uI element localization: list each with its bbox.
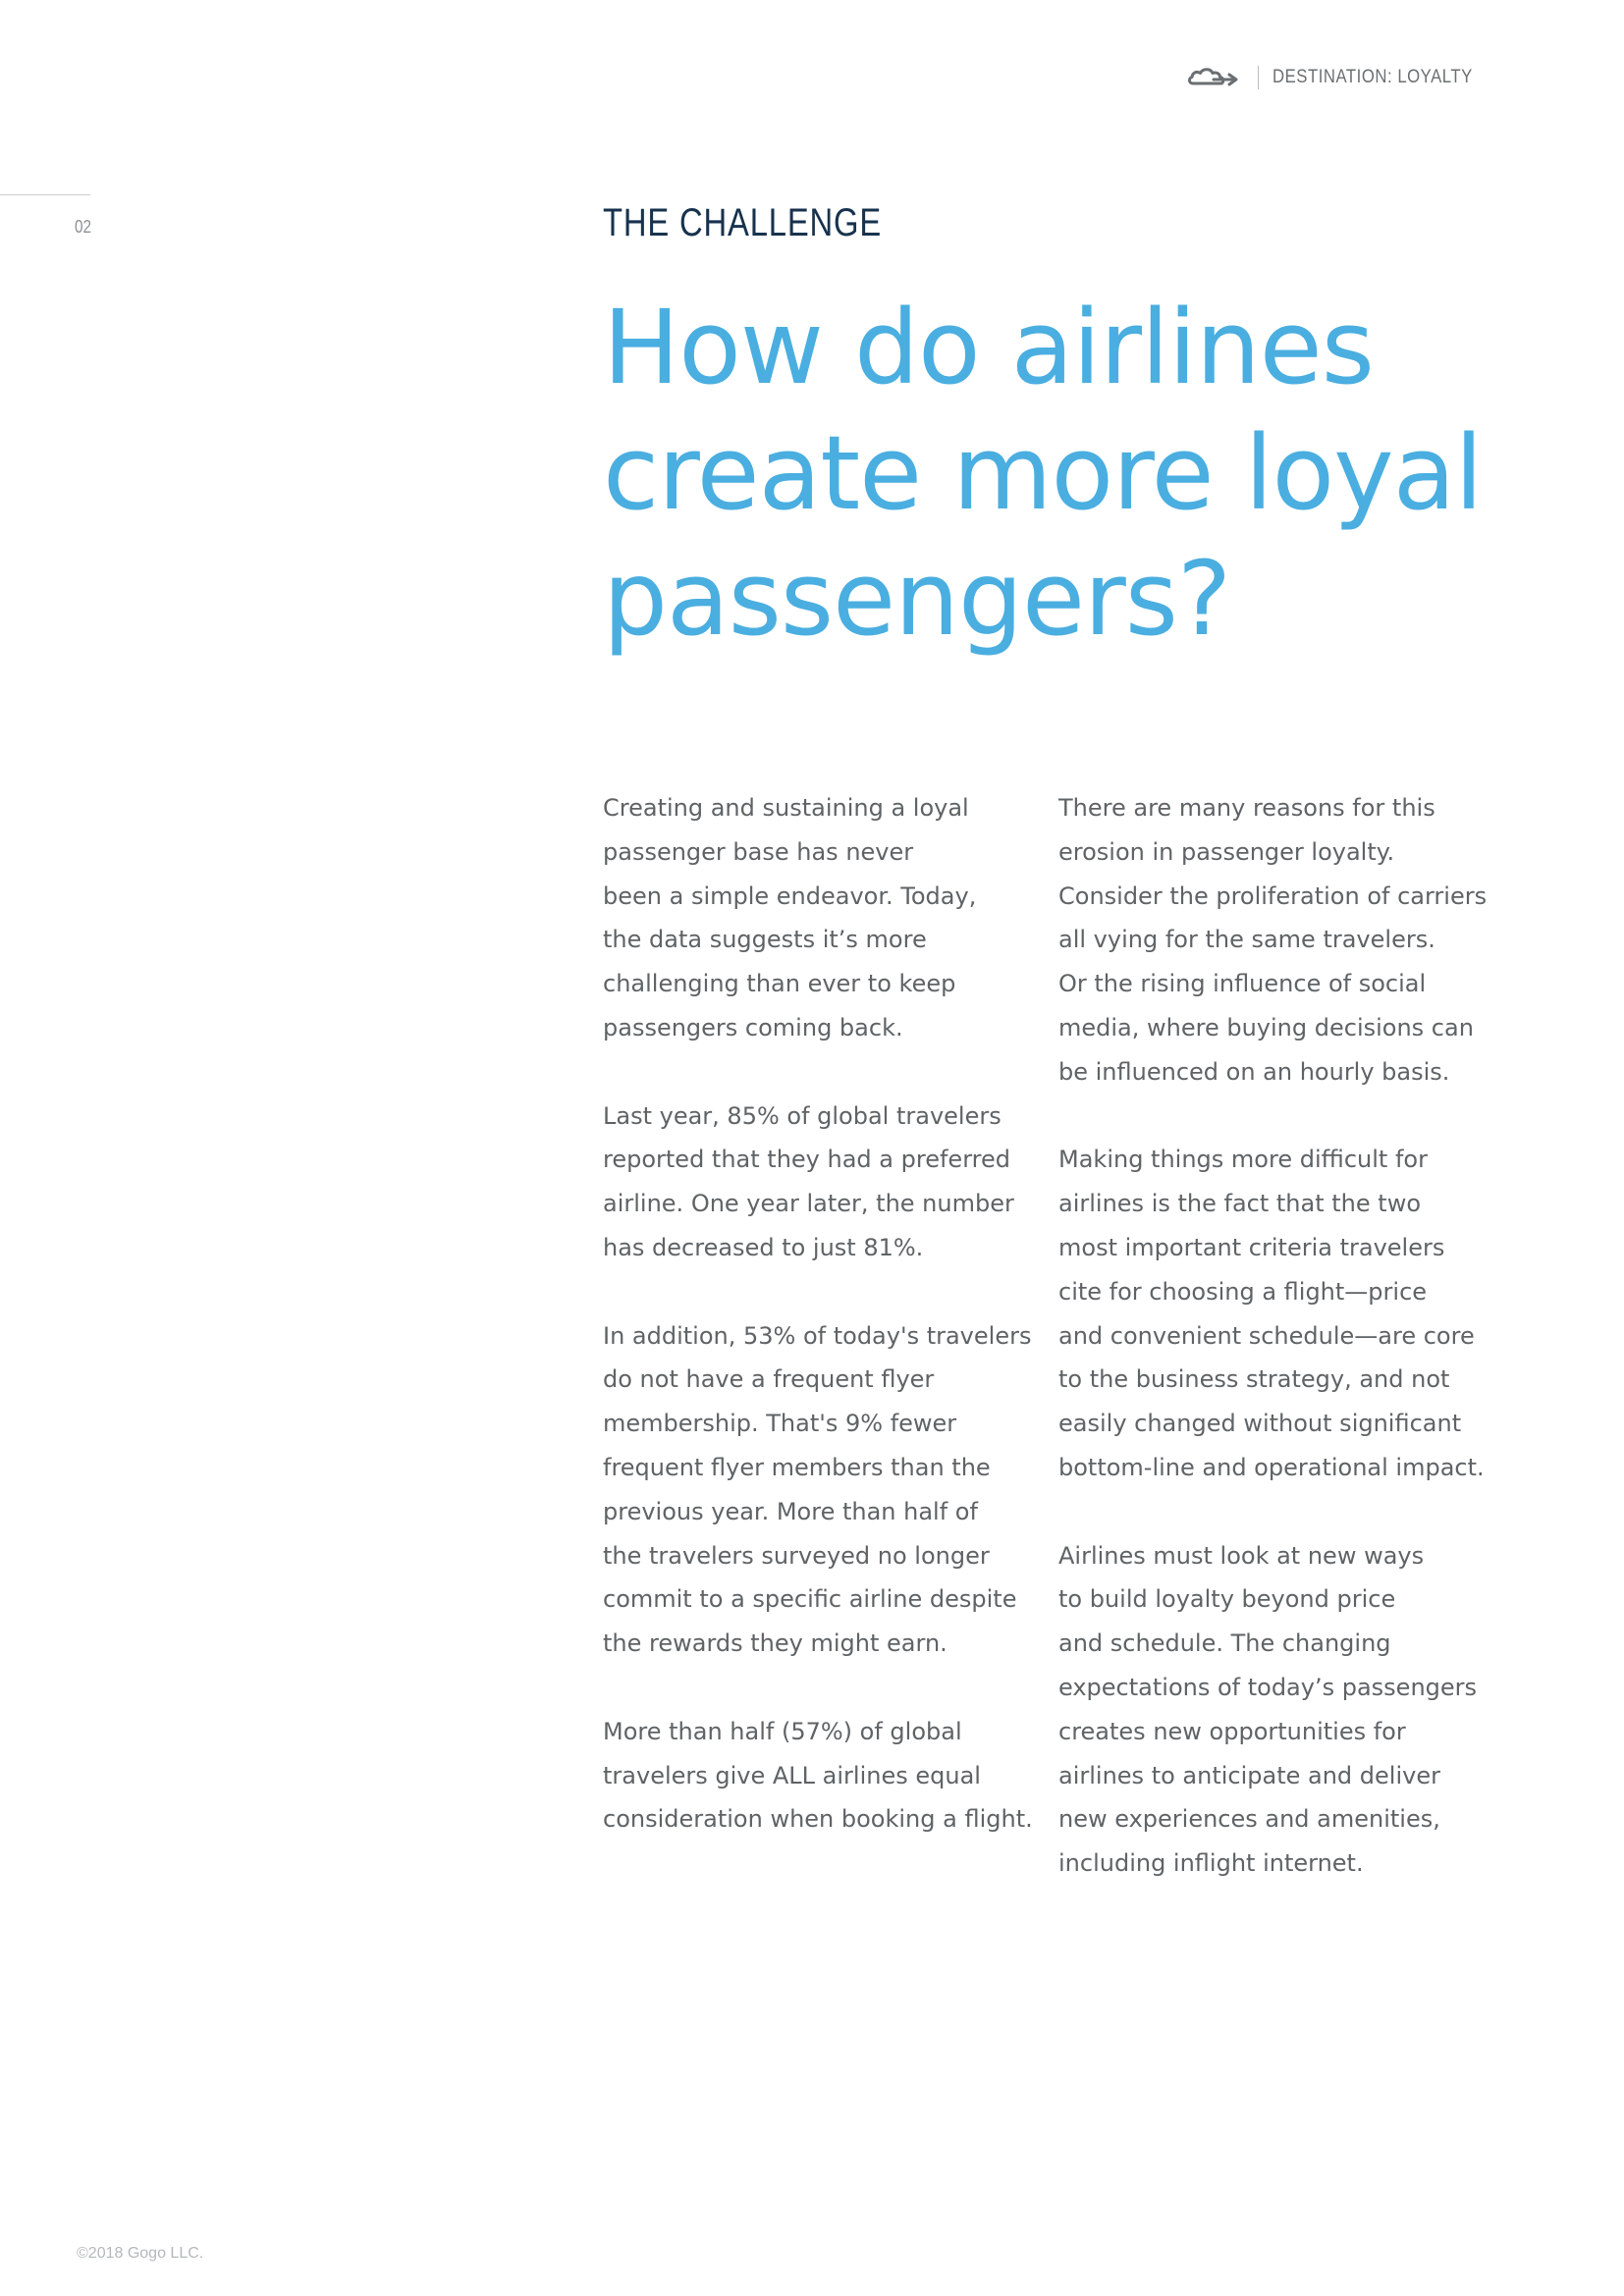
body-line: the data suggests it’s more xyxy=(603,926,927,954)
body-line: challenging than ever to keep xyxy=(603,970,956,998)
body-line: airlines to anticipate and deliver xyxy=(1058,1761,1440,1789)
body-line: There are many reasons for this xyxy=(1058,794,1435,822)
body-line: Consider the proliferation of carriers xyxy=(1058,881,1488,910)
body-line: and schedule. The changing xyxy=(1058,1629,1391,1658)
right-column xyxy=(1058,786,1490,1930)
body-paragraph xyxy=(1058,786,1490,1095)
body-line: Making things more difficult for xyxy=(1058,1146,1428,1174)
body-line: be influenced on an hourly basis. xyxy=(1058,1057,1450,1086)
body-line: to build loyalty beyond price xyxy=(1058,1585,1396,1614)
header-label: DESTINATION: LOYALTY xyxy=(1272,67,1474,87)
body-line: cite for choosing a flight—price xyxy=(1058,1277,1428,1306)
headline-line: create more loyal xyxy=(603,413,1483,533)
copyright-footer: ©2018 Gogo LLC. xyxy=(77,2245,204,2262)
page-number-rule xyxy=(0,194,90,195)
body-line: to the business strategy, and not xyxy=(1058,1365,1450,1394)
body-line: travelers give ALL airlines equal xyxy=(603,1761,981,1789)
body-line: expectations of today’s passengers xyxy=(1058,1673,1478,1701)
body-line: easily changed without significant xyxy=(1058,1410,1462,1438)
body-line: Last year, 85% of global travelers xyxy=(603,1101,1001,1130)
headline-line: passengers? xyxy=(603,539,1231,659)
body-line: Creating and sustaining a loyal xyxy=(603,794,969,822)
page-number: 02 xyxy=(75,217,92,237)
body-line: new experiences and amenities, xyxy=(1058,1805,1440,1834)
body-line: do not have a frequent flyer xyxy=(603,1365,935,1394)
headline-line: How do airlines xyxy=(603,288,1374,407)
body-line: Or the rising influence of social xyxy=(1058,970,1427,998)
header-divider xyxy=(1258,66,1259,89)
body-line: reported that they had a preferred xyxy=(603,1146,1010,1174)
body-line: bottom-line and operational impact. xyxy=(1058,1453,1485,1481)
body-paragraph xyxy=(603,1710,1035,1842)
body-line: erosion in passenger loyalty. xyxy=(1058,837,1395,866)
body-line: previous year. More than half of xyxy=(603,1497,978,1525)
body-line: and convenient schedule—are core xyxy=(1058,1321,1475,1350)
body-line: frequent flyer members than the xyxy=(603,1453,991,1481)
body-line: consideration when booking a flight. xyxy=(603,1805,1033,1834)
body-line: airlines is the fact that the two xyxy=(1058,1190,1421,1218)
body-line: all vying for the same travelers. xyxy=(1058,926,1435,954)
body-line: been a simple endeavor. Today, xyxy=(603,881,977,910)
body-paragraph xyxy=(1058,1534,1490,1886)
body-line: More than half (57%) of global xyxy=(603,1717,962,1745)
gogo-cloud-logo-icon xyxy=(1187,63,1242,92)
body-line: creates new opportunities for xyxy=(1058,1717,1406,1745)
body-line: Airlines must look at new ways xyxy=(1058,1541,1425,1570)
body-line: the rewards they might earn. xyxy=(603,1629,947,1658)
body-paragraph xyxy=(603,786,1035,1050)
body-line: membership. That's 9% fewer xyxy=(603,1410,957,1438)
body-line: commit to a specific airline despite xyxy=(603,1585,1017,1614)
body-line: has decreased to just 81%. xyxy=(603,1233,924,1261)
body-line: In addition, 53% of today's travelers xyxy=(603,1321,1032,1350)
body-line: passengers coming back. xyxy=(603,1013,903,1041)
body-line: passenger base has never xyxy=(603,837,914,866)
body-line: including inflight internet. xyxy=(1058,1849,1364,1878)
body-line: media, where buying decisions can xyxy=(1058,1013,1474,1041)
section-label: THE CHALLENGE xyxy=(603,201,883,244)
headline xyxy=(603,285,1565,662)
body-line: the travelers surveyed no longer xyxy=(603,1541,990,1570)
body-paragraph xyxy=(1058,1138,1490,1489)
page-header xyxy=(1187,63,1500,92)
body-line: airline. One year later, the number xyxy=(603,1190,1014,1218)
body-paragraph xyxy=(603,1314,1035,1666)
body-paragraph xyxy=(603,1095,1035,1270)
left-column xyxy=(603,786,1035,1886)
body-line: most important criteria travelers xyxy=(1058,1233,1445,1261)
